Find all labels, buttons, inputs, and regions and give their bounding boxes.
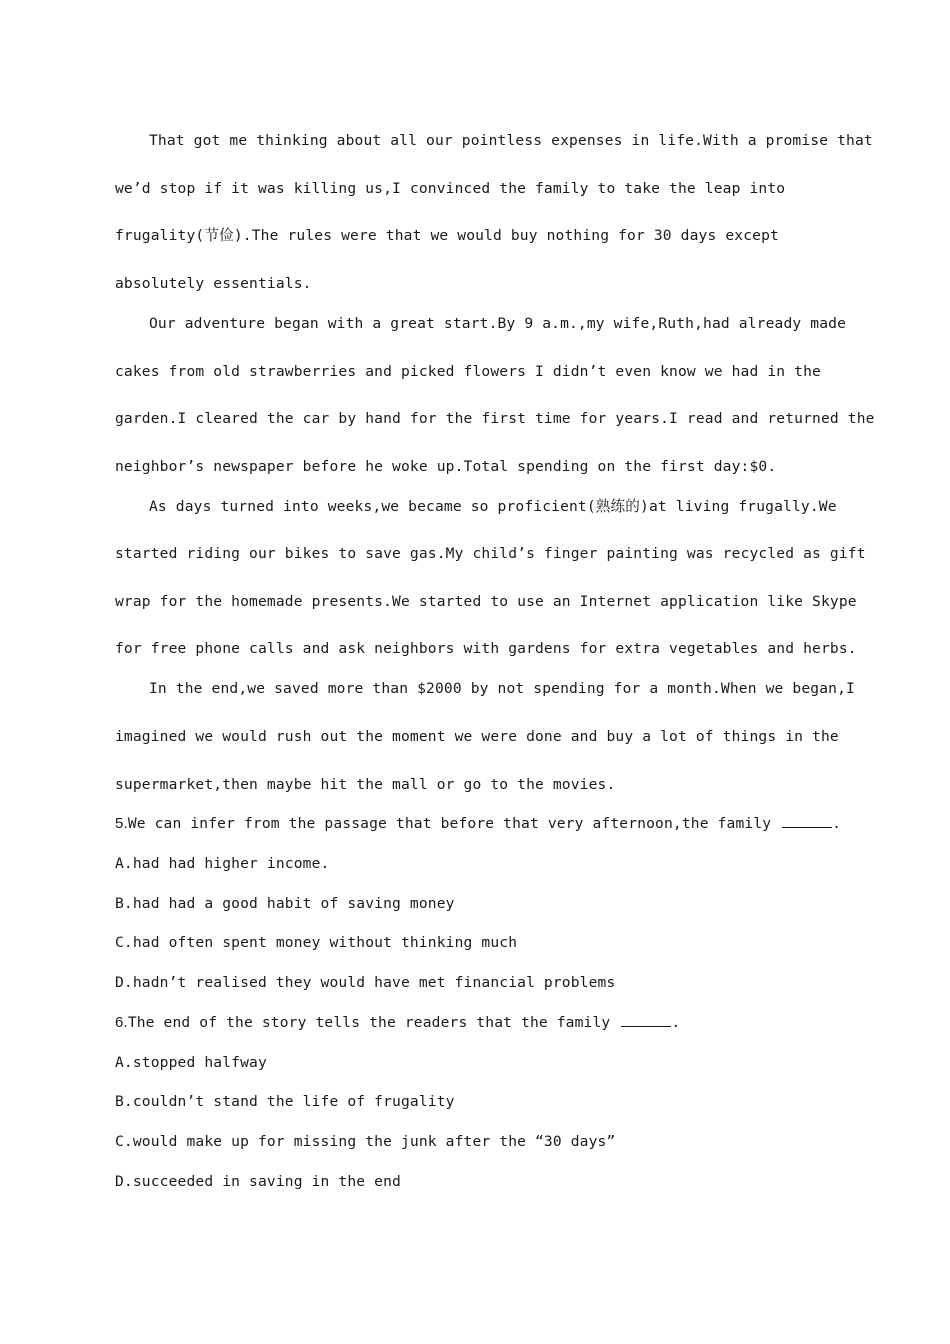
passage-line: started riding our bikes to save gas.My child’s finger painting was recycled as gift <box>115 545 866 562</box>
passage-line: garden.I cleared the car by hand for the first time for years.I read and returned the <box>115 410 875 427</box>
question-end: . <box>832 815 842 832</box>
answer-option: B.had had a good habit of saving money <box>115 895 455 912</box>
question-stem <box>115 1014 680 1032</box>
answer-blank[interactable] <box>621 1014 671 1027</box>
answer-option: B.couldn’t stand the life of frugality <box>115 1093 455 1110</box>
passage-line: for free phone calls and ask neighbors with gardens for extra vegetables and herbs. <box>115 640 857 657</box>
passage-line: Our adventure began with a great start.By 9 a.m.,my wife,Ruth,had already made <box>149 315 847 332</box>
passage-line: wrap for the homemade presents.We started to use an Internet application like Skype <box>115 593 857 610</box>
answer-option: C.had often spent money without thinking much <box>115 934 518 951</box>
passage-line: frugality(节俭).The rules were that we would buy nothing for 30 days except <box>115 227 779 244</box>
question-number: 5. <box>115 815 128 832</box>
question-stem <box>115 815 841 833</box>
passage-line: In the end,we saved more than $2000 by not spending for a month.When we began,I <box>149 680 855 697</box>
question-end: . <box>671 1014 681 1031</box>
question-text: The end of the story tells the readers that the family <box>127 1014 611 1031</box>
passage-line: we’d stop if it was killing us,I convinced the family to take the leap into <box>115 180 786 197</box>
answer-blank[interactable] <box>782 815 832 828</box>
passage-line: imagined we would rush out the moment we were done and buy a lot of things in the <box>115 728 839 745</box>
question-number: 6. <box>115 1014 128 1031</box>
answer-option: C.would make up for missing the junk after the “30 days” <box>115 1133 616 1150</box>
passage-line: That got me thinking about all our pointless expenses in life.With a promise that <box>149 132 873 149</box>
passage-line: As days turned into weeks,we became so proficient(熟练的)at living frugally.We <box>149 498 837 515</box>
passage-line: cakes from old strawberries and picked flowers I didn’t even know we had in the <box>115 363 821 380</box>
answer-option: D.hadn’t realised they would have met financial problems <box>115 974 616 991</box>
answer-option: D.succeeded in saving in the end <box>115 1173 401 1190</box>
question-text: We can infer from the passage that before that very afternoon,the family <box>127 815 772 832</box>
passage-line: absolutely essentials. <box>115 275 312 292</box>
passage-line: neighbor’s newspaper before he woke up.Total spending on the first day:$0. <box>115 458 777 475</box>
passage-line: supermarket,then maybe hit the mall or go to the movies. <box>115 776 616 793</box>
answer-option: A.had had higher income. <box>115 855 330 872</box>
answer-option: A.stopped halfway <box>115 1054 267 1071</box>
